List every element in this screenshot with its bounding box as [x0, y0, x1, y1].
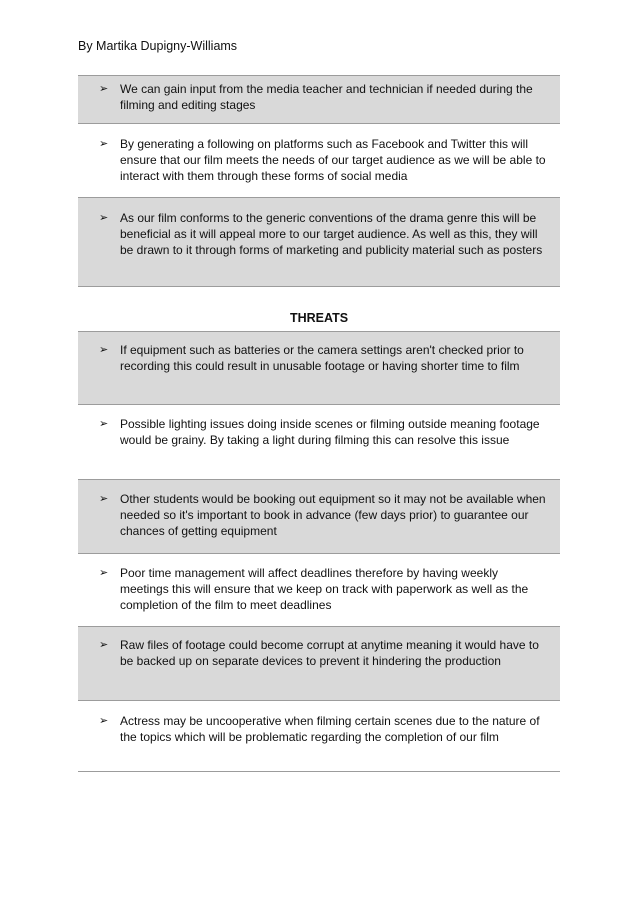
list-item-text: Other students would be booking out equipment so it may not be available when needed so it's important to book in advance (few days prior) to guarantee our chances of getting equipment [120, 492, 546, 538]
list-item [78, 123, 560, 197]
list-item [78, 331, 560, 404]
opportunities-list [78, 75, 560, 287]
arrow-bullet-icon: ➢ [99, 138, 109, 150]
list-item [78, 75, 560, 123]
list-item [78, 404, 560, 479]
list-item [78, 197, 560, 287]
list-item-text: If equipment such as batteries or the camera settings aren't checked prior to recording this could result in unusable footage or having shorter time to film [120, 343, 524, 373]
arrow-bullet-icon: ➢ [99, 418, 109, 430]
arrow-bullet-icon: ➢ [99, 212, 109, 224]
list-item [78, 626, 560, 700]
arrow-bullet-icon: ➢ [99, 493, 109, 505]
list-item [78, 479, 560, 553]
arrow-bullet-icon: ➢ [99, 639, 109, 651]
arrow-bullet-icon: ➢ [99, 344, 109, 356]
list-item-text: By generating a following on platforms such as Facebook and Twitter this will ensure that our film meets the needs of our target audience as we will be able to interact with them through these forms of social media [120, 137, 546, 183]
list-item-text: We can gain input from the media teacher and technician if needed during the filming and editing stages [120, 82, 533, 112]
threats-heading: THREATS [289, 311, 349, 325]
list-item-text: As our film conforms to the generic conventions of the drama genre this will be beneficial as it will appeal more to our target audience. As well as this, they will be drawn to it through forms of marketing and publicity material such as posters [120, 211, 543, 257]
arrow-bullet-icon: ➢ [99, 567, 109, 579]
list-item-text: Poor time management will affect deadlines therefore by having weekly meetings this will ensure that we keep on track with paperwork as well as the completion of the film to meet deadlines [120, 566, 529, 612]
author-line: By Martika Dupigny-Williams [78, 39, 238, 53]
arrow-bullet-icon: ➢ [99, 83, 109, 95]
threats-list [78, 331, 560, 772]
list-item [78, 553, 560, 626]
list-item-text: Actress may be uncooperative when filming certain scenes due to the nature of the topics which will be problematic regarding the completion of our film [120, 714, 540, 744]
list-item-text: Raw files of footage could become corrupt at anytime meaning it would have to be backed up on separate devices to prevent it hindering the production [120, 638, 539, 668]
list-item [78, 700, 560, 772]
arrow-bullet-icon: ➢ [99, 715, 109, 727]
list-item-text: Possible lighting issues doing inside scenes or filming outside meaning footage would be grainy. By taking a light during filming this can resolve this issue [120, 417, 540, 447]
